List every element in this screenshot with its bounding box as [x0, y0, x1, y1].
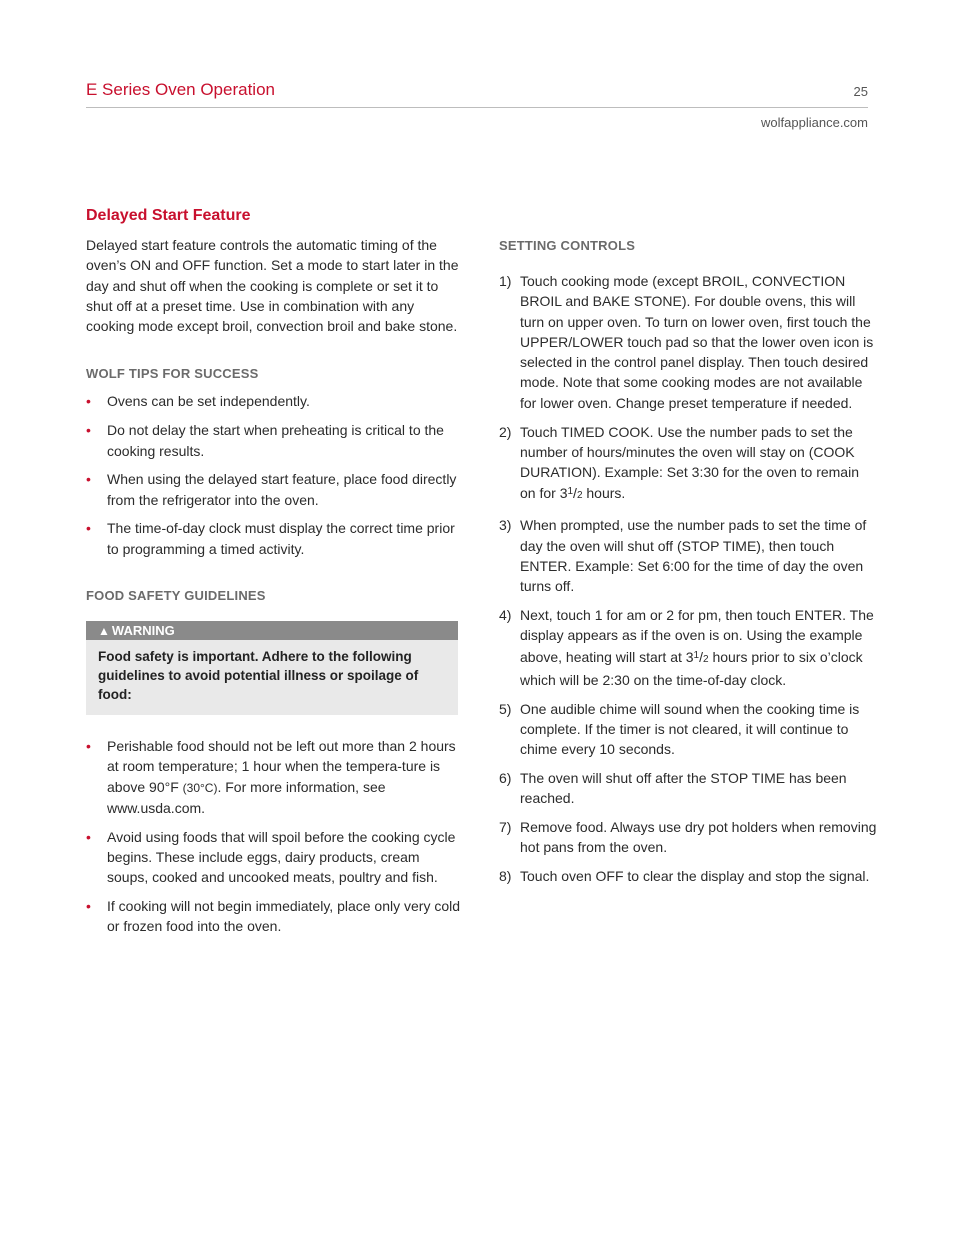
list-item: [86, 391, 464, 411]
step-text: The oven will shut off after the STOP TIME has been reached.: [520, 770, 847, 807]
warning-bar: [86, 621, 458, 640]
food-safety-list: [86, 736, 464, 937]
step-number: 4): [499, 606, 512, 623]
bullet-icon: •: [86, 828, 91, 845]
header-divider: [86, 107, 868, 108]
page-header-title: E Series Oven Operation: [86, 80, 275, 99]
step-number: 1): [499, 273, 512, 289]
food-bullet-text: Perishable food should not be left out more than 2 hours at room temperature; 1 hour when the tempera-ture is above 90°F: [107, 738, 456, 795]
tip-text: When using the delayed start feature, place food directly from the refrigerator into the oven.: [107, 471, 457, 508]
list-item: [86, 469, 464, 510]
bullet-icon: •: [86, 738, 91, 755]
step-item: [499, 817, 877, 858]
step-item: [499, 866, 877, 886]
fraction-denominator: 2: [703, 653, 709, 665]
step-text: One audible chime will sound when the cooking time is complete. If the timer is not cleared, it will continue to chime every 10 seconds.: [520, 700, 860, 758]
left-column: [86, 207, 464, 945]
step-number: 8): [499, 868, 512, 885]
step-text: Touch oven OFF to clear the display and stop the signal.: [520, 868, 870, 885]
tip-text: Ovens can be set independently.: [107, 393, 310, 410]
food-bullet-text: Avoid using foods that will spoil before the cooking cycle begins. These include eggs, dairy products, cream soups, cooked and uncooked meats, poultry and fish.: [107, 828, 456, 886]
warning-box: [86, 621, 458, 715]
step-number: 6): [499, 770, 512, 787]
step-number: 3): [499, 517, 512, 534]
step-text-end: hours.: [582, 485, 626, 502]
step-item: 2) Touch TIMED COOK. Use the number pads to set the number of hours/minutes the oven will stay on (COOK DURATION). Example: Set 3:30 for the oven to remain on for $3^1/2$ hours.: [499, 423, 859, 502]
section-title: Delayed Start Feature: [86, 207, 251, 224]
list-item: [86, 896, 464, 937]
tip-text: The time-of-day clock must display the correct time prior to programming a timed activity.: [107, 520, 455, 557]
tip-text: Do not delay the start when preheating is critical to the cooking results.: [107, 422, 444, 459]
fraction-denominator: 2: [576, 490, 583, 502]
step-number: 2): [499, 423, 512, 440]
bullet-icon: •: [86, 471, 91, 488]
food-bullet-text: If cooking will not begin immediately, place only very cold or frozen food into the oven.: [107, 898, 461, 935]
food-safety-heading: FOOD SAFETY GUIDELINES: [86, 588, 266, 604]
step-item: [499, 271, 877, 413]
right-column: [499, 238, 877, 895]
step-text: Remove food. Always use dry pot holders when removing hot pans from the oven.: [520, 819, 877, 856]
fraction-numerator: 1: [693, 649, 700, 661]
step-text: Touch cooking mode (except BROIL, CONVECTION BROIL and BAKE STONE). For double ovens, this will turn on upper oven. To turn on lower oven, first touch the UPPER/LOWER touch pad so that the lower oven icon is selected in the control panel display. Then touch desired mode. Note that some cooking modes are not available for lower oven. Change preset temperature if needed.: [520, 273, 874, 411]
step-number: 7): [499, 819, 512, 836]
bullet-icon: •: [86, 393, 91, 410]
list-item: [86, 827, 464, 888]
food-bullet-text-end: . For more information, see www.usda.com.: [107, 778, 386, 816]
warning-icon: ▲: [98, 624, 110, 639]
page-number: 25: [853, 84, 868, 99]
site-url: wolfappliance.com: [761, 115, 868, 130]
list-item: [86, 736, 464, 818]
bullet-icon: •: [86, 520, 91, 537]
tips-heading: WOLF TIPS FOR SUCCESS: [86, 366, 259, 382]
fraction-numerator: 1: [567, 486, 574, 498]
list-item: [86, 420, 464, 461]
bullet-icon: •: [86, 422, 91, 439]
step-text: When prompted, use the number pads to set the time of day the oven will shut off (STOP TIME), then touch ENTER. Example: Set 6:00 for the time of day the oven turns off.: [520, 517, 867, 595]
step-text-end: hours prior to six o’clock which will be 2:30 on the time-of-day clock.: [520, 648, 863, 688]
bullet-icon: •: [86, 898, 91, 915]
step-number: 5): [499, 700, 512, 717]
step-text: Next, touch 1 for am or 2 for pm, then touch ENTER. The display appears as if the oven is on. Using the example above, heating will start at 3: [520, 606, 874, 665]
step-text: Touch TIMED COOK. Use the number pads to set the number of hours/minutes the oven will stay on (COOK DURATION). Example: Set 3:30 for the oven to remain on for 3: [520, 423, 859, 502]
step-item: [499, 515, 877, 596]
intro-paragraph: Delayed start feature controls the automatic timing of the oven’s ON and OFF function. Set a mode to start later in the day and shut off when the cooking is complete or set it to shut off at a preset time. Use in combination with any cooking mode except broil, convection broil and bake stone.: [86, 237, 459, 335]
warning-text: Food safety is important. Adhere to the following guidelines to avoid potential illness or spoilage of food:: [98, 649, 419, 703]
warning-label: WARNING: [111, 623, 175, 639]
step-item: [499, 699, 877, 760]
list-item: [86, 518, 464, 559]
steps-list: [499, 271, 877, 887]
celsius-note: (30°C): [182, 780, 218, 795]
step-item: 4) Next, touch 1 for am or 2 for pm, then touch ENTER. The display appears as if the oven is on. Using the example above, heating will start at $3^1/2$ hours prior to six o’clock which will be 2:30 on the time-of-day clock.: [499, 606, 874, 688]
step-item: [499, 768, 877, 809]
tips-list: [86, 391, 464, 559]
setting-controls-heading: SETTING CONTROLS: [499, 238, 636, 253]
